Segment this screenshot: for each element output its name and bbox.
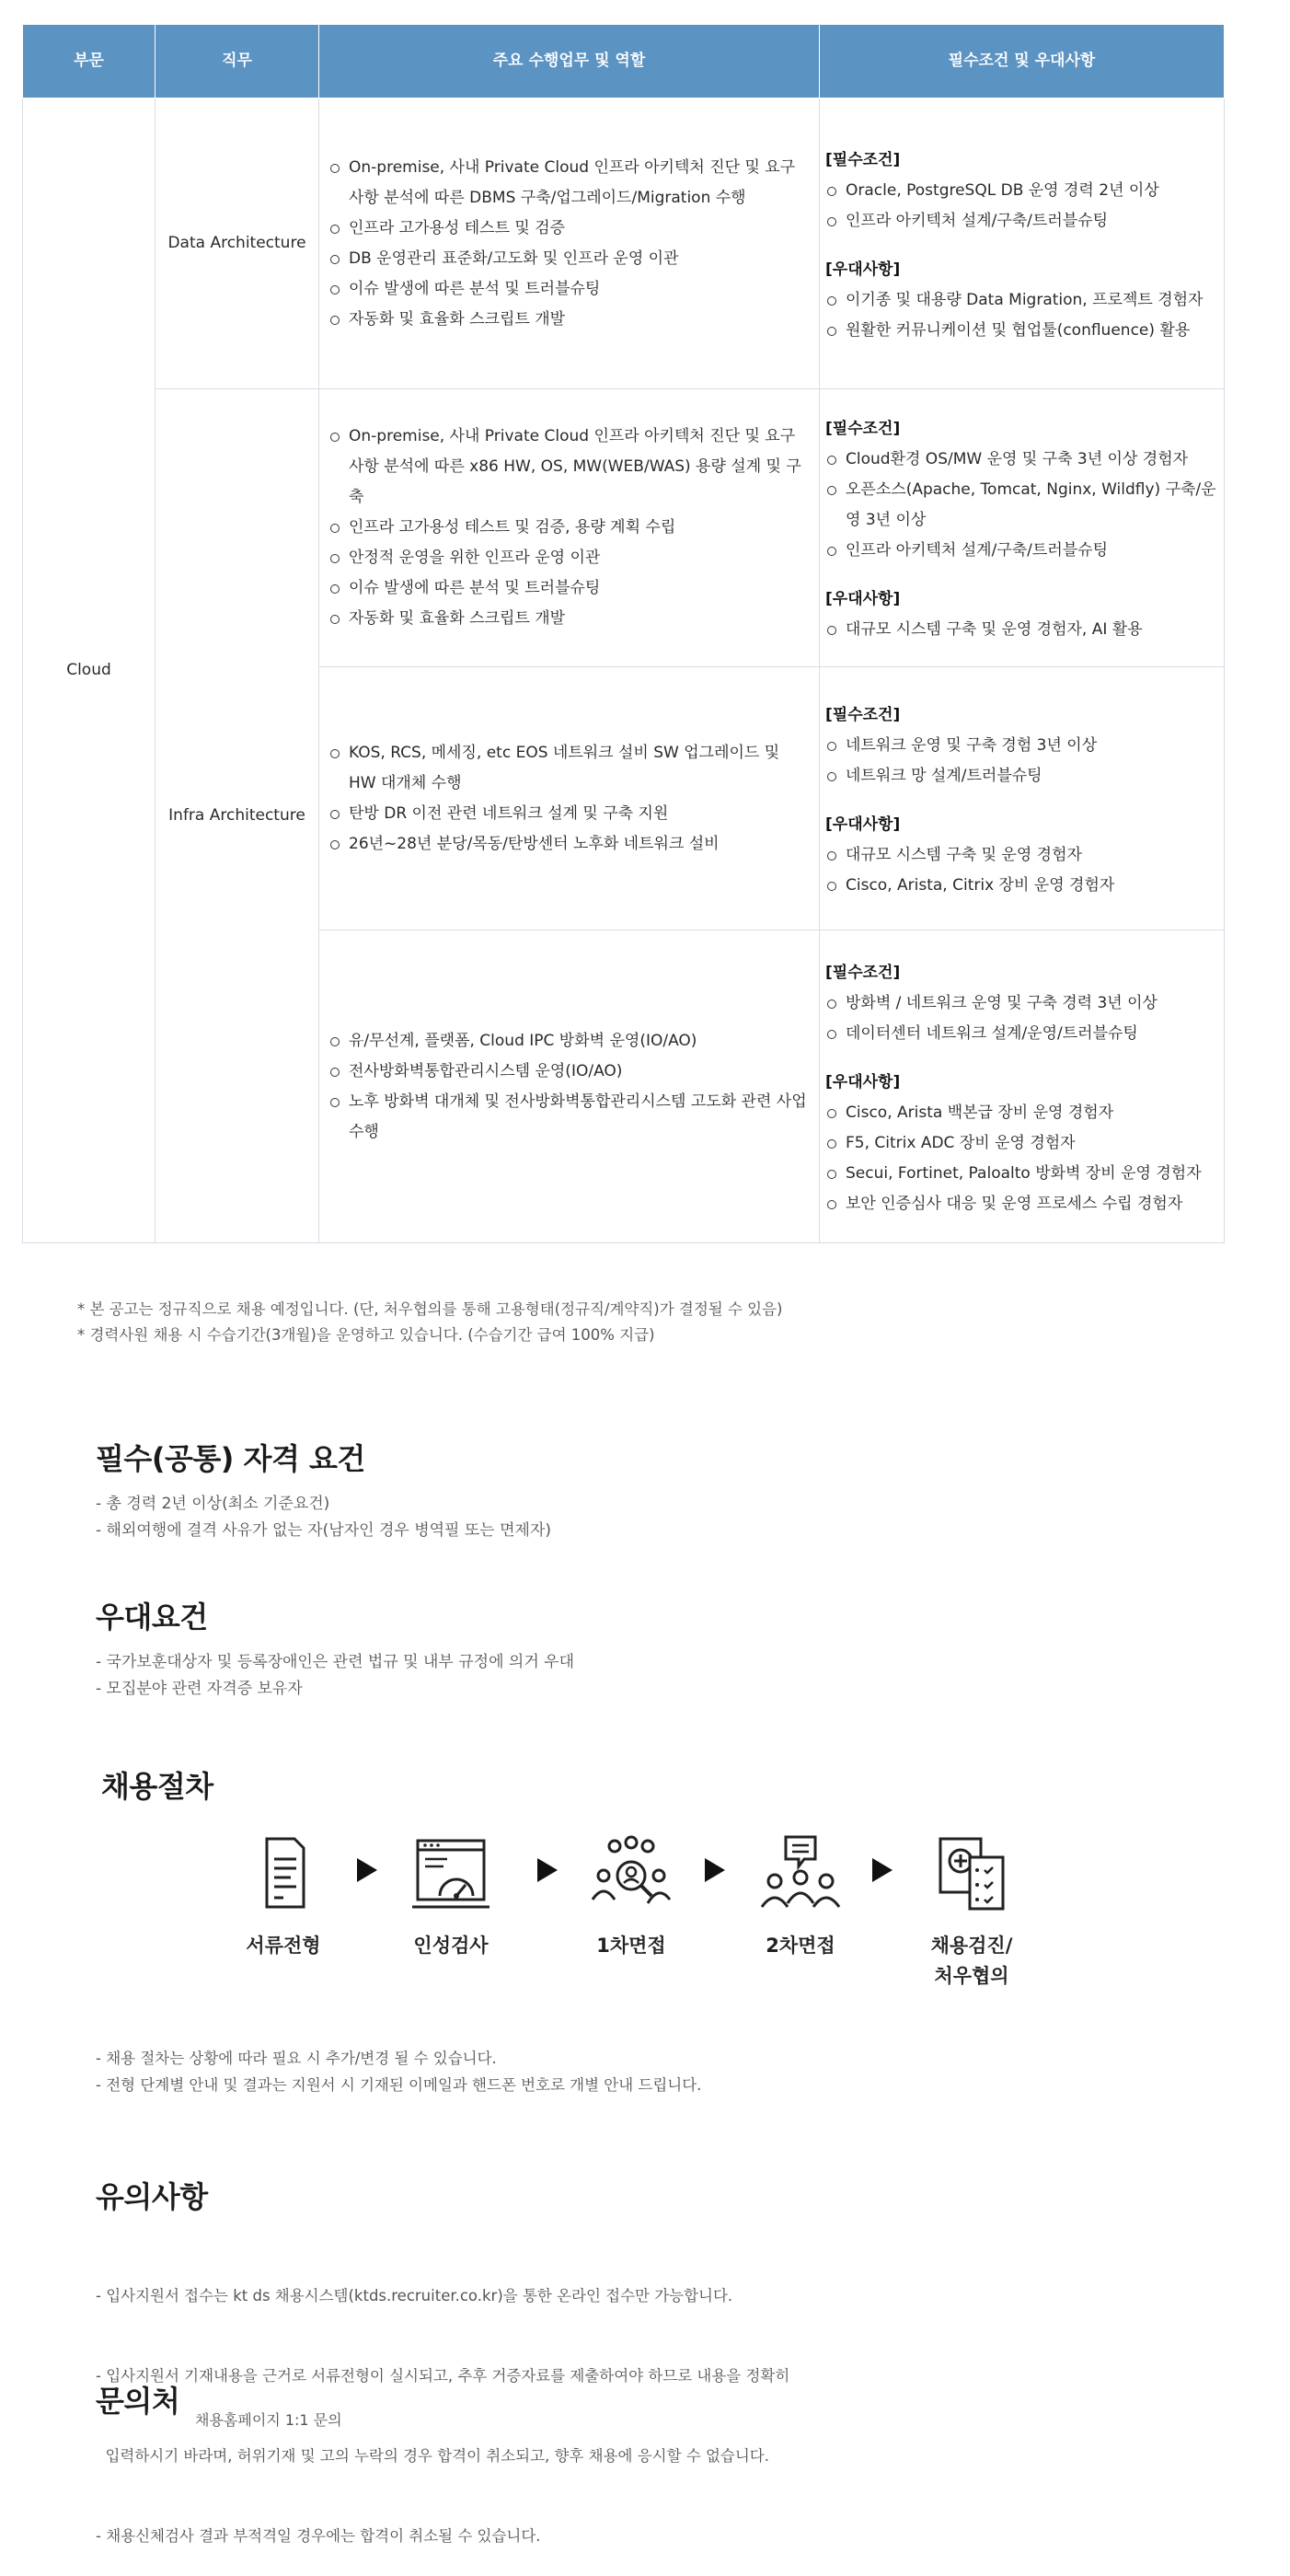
header-department: 부문	[23, 25, 155, 98]
step-label: 2차면접	[766, 1935, 835, 1957]
process-step-medical-check	[898, 1830, 1045, 1992]
step-label: 1차면접	[596, 1935, 666, 1957]
job-table	[22, 24, 1225, 1243]
duty-item: 26년~28년 분당/목동/탄방센터 노후화 네트워크 설비	[328, 829, 808, 860]
table-header-row	[23, 25, 1225, 98]
duty-item: 안정적 운영을 위한 인프라 운영 이관	[328, 543, 808, 573]
process-step-document-review	[210, 1830, 357, 1961]
required-item: 방화벽 / 네트워크 운영 및 구축 경력 3년 이상	[825, 988, 1220, 1019]
required-item: 데이터센터 네트워크 설계/운영/트러블슈팅	[825, 1019, 1220, 1049]
duty-item: 유/무선계, 플랫폼, Cloud IPC 방화벽 운영(IO/AO)	[328, 1026, 808, 1057]
process-title: 채용절차	[101, 1769, 213, 1804]
preferred-item: 원활한 커뮤니케이션 및 협업툴(confluence) 활용	[825, 316, 1220, 346]
preference-line: - 국가보훈대상자 및 등록장애인은 관련 법규 및 내부 규정에 의거 우대	[96, 1653, 574, 1671]
duty-item: 노후 방화벽 대개체 및 전사방화벽통합관리시스템 고도화 관련 사업 수행	[328, 1087, 808, 1148]
qualifications-list	[96, 1491, 551, 1544]
required-item: Cloud환경 OS/MW 운영 및 구축 3년 이상 경험자	[825, 445, 1220, 475]
gauge-screen-icon	[407, 1830, 495, 1918]
preferred-item: F5, Citrix ADC 장비 운영 경험자	[825, 1128, 1220, 1159]
caution-line: 입력하시기 바라며, 허위기재 및 고의 누락의 경우 합격이 취소되고, 향후 채용에 응시할 수 없습니다.	[96, 2447, 769, 2465]
step-label: 서류전형	[246, 1935, 321, 1957]
role-cell: Data Architecture	[155, 98, 319, 389]
header-requirements: 필수조건 및 우대사항	[820, 25, 1225, 98]
note-line: * 본 공고는 정규직으로 채용 예정입니다. (단, 처우협의를 통해 고용형태(정규직/계약직)가 결정될 수 있음)	[77, 1300, 783, 1318]
step-label: 채용검진/ 처우협의	[930, 1935, 1013, 1987]
duties-cell	[319, 930, 820, 1243]
role-cell: Infra Architecture	[155, 389, 319, 1243]
duties-cell	[319, 389, 820, 667]
preferred-heading: [우대사항]	[825, 814, 901, 834]
discussion-group-icon	[756, 1830, 845, 1918]
process-note-line: - 전형 단계별 안내 및 결과는 지원서 시 기재된 이메일과 핸드폰 번호로 개별 안내 드립니다.	[96, 2076, 702, 2094]
preferences-title: 우대요건	[96, 1600, 208, 1635]
required-item: 오픈소스(Apache, Tomcat, Nginx, Wildfly) 구축/운영 3년 이상	[825, 475, 1220, 536]
required-heading: [필수조건]	[825, 705, 901, 724]
header-role: 직무	[155, 25, 319, 98]
duty-item: On-premise, 사내 Private Cloud 인프라 아키텍처 진단 및 요구사항 분석에 따른 x86 HW, OS, MW(WEB/WAS) 용량 설계 및 구축	[328, 422, 808, 513]
process-step-first-interview	[558, 1830, 705, 1961]
preferred-item: 보안 인증심사 대응 및 운영 프로세스 수립 경험자	[825, 1189, 1220, 1219]
contact-title: 문의처	[96, 2384, 180, 2419]
duty-item: 자동화 및 효율화 스크립트 개발	[328, 604, 808, 634]
department-cell: Cloud	[23, 98, 155, 1243]
preferred-item: 대규모 시스템 구축 및 운영 경험자	[825, 840, 1220, 871]
play-arrow-icon	[536, 1856, 559, 1884]
duty-item: 인프라 고가용성 테스트 및 검증, 용량 계획 수립	[328, 513, 808, 543]
required-heading: [필수조건]	[825, 420, 901, 438]
requirements-cell	[820, 389, 1225, 667]
caution-line: - 채용신체검사 결과 부적격일 경우에는 합격이 취소될 수 있습니다.	[96, 2527, 541, 2545]
duties-cell	[319, 98, 820, 389]
preferred-heading: [우대사항]	[825, 590, 901, 608]
qualifications-title: 필수(공통) 자격 요건	[96, 1441, 365, 1476]
duty-item: 전사방화벽통합관리시스템 운영(IO/AO)	[328, 1057, 808, 1087]
duty-item: 이슈 발생에 따른 분석 및 트러블슈팅	[328, 274, 808, 305]
duty-item: On-premise, 사내 Private Cloud 인프라 아키텍처 진단 및 요구사항 분석에 따른 DBMS 구축/업그레이드/Migration 수행	[328, 153, 808, 214]
required-item: 인프라 아키텍처 설계/구축/트러블슈팅	[825, 536, 1220, 566]
required-item: 네트워크 운영 및 구축 경험 3년 이상	[825, 731, 1220, 761]
process-note-line: - 채용 절차는 상황에 따라 필요 시 추가/변경 될 수 있습니다.	[96, 2050, 497, 2067]
duty-item: DB 운영관리 표준화/고도화 및 인프라 운영 이관	[328, 244, 808, 274]
caution-line: - 입사지원서 기재내용을 근거로 서류전형이 실시되고, 추후 거증자료를 제출하여야 하므로 내용을 정확히	[96, 2367, 790, 2385]
preferred-heading: [우대사항]	[825, 1072, 901, 1092]
interview-group-icon	[587, 1830, 675, 1918]
play-arrow-icon	[703, 1856, 727, 1884]
play-arrow-icon	[355, 1856, 379, 1884]
requirements-cell	[820, 930, 1225, 1243]
preferred-item: 이기종 및 대용량 Data Migration, 프로젝트 경험자	[825, 285, 1220, 316]
qualification-line: - 해외여행에 결격 사유가 없는 자(남자인 경우 병역필 또는 면제자)	[96, 1521, 552, 1540]
employment-notes	[77, 1297, 783, 1348]
step-label: 인성검사	[413, 1935, 489, 1957]
qualification-line: - 총 경력 2년 이상(최소 기준요건)	[96, 1495, 330, 1513]
contact-channel: 채용홈페이지 1:1 문의	[195, 2411, 342, 2429]
play-arrow-icon	[870, 1856, 894, 1884]
preferred-heading: [우대사항]	[825, 260, 901, 279]
cautions-title: 유의사항	[96, 2179, 208, 2214]
required-heading: [필수조건]	[825, 150, 901, 169]
header-duties: 주요 수행업무 및 역할	[319, 25, 820, 98]
process-notes	[96, 2045, 701, 2098]
preferred-item: 대규모 시스템 구축 및 운영 경험자, AI 활용	[825, 615, 1220, 645]
document-icon	[239, 1830, 328, 1918]
preferred-item: Cisco, Arista, Citrix 장비 운영 경험자	[825, 871, 1220, 901]
table-row	[23, 389, 1225, 667]
preferences-list	[96, 1649, 574, 1703]
required-heading: [필수조건]	[825, 963, 901, 982]
cautions-list	[96, 2229, 789, 2576]
duty-item: 탄방 DR 이전 관련 네트워크 설계 및 구축 지원	[328, 799, 808, 829]
process-step-second-interview	[727, 1830, 874, 1961]
required-item: Oracle, PostgreSQL DB 운영 경력 2년 이상	[825, 176, 1220, 206]
duty-item: 인프라 고가용성 테스트 및 검증	[328, 214, 808, 244]
table-row	[23, 98, 1225, 389]
requirements-cell	[820, 98, 1225, 389]
process-step-personality-test	[377, 1830, 524, 1961]
duty-item: 이슈 발생에 따른 분석 및 트러블슈팅	[328, 573, 808, 604]
duty-item: KOS, RCS, 메세징, etc EOS 네트워크 설비 SW 업그레이드 및 HW 대개체 수행	[328, 738, 808, 799]
preferred-item: Secui, Fortinet, Paloalto 방화벽 장비 운영 경험자	[825, 1159, 1220, 1189]
requirements-cell	[820, 667, 1225, 930]
required-item: 네트워크 망 설계/트러블슈팅	[825, 761, 1220, 791]
note-line: * 경력사원 채용 시 수습기간(3개월)을 운영하고 있습니다. (수습기간 급여 100% 지급)	[77, 1326, 655, 1344]
required-item: 인프라 아키텍처 설계/구축/트러블슈팅	[825, 206, 1220, 237]
preferred-item: Cisco, Arista 백본급 장비 운영 경험자	[825, 1098, 1220, 1128]
preference-line: - 모집분야 관련 자격증 보유자	[96, 1680, 303, 1698]
duty-item: 자동화 및 효율화 스크립트 개발	[328, 305, 808, 335]
duties-cell	[319, 667, 820, 930]
caution-line: - 입사지원서 접수는 kt ds 채용시스템(ktds.recruiter.co.kr)을 통한 온라인 접수만 가능합니다.	[96, 2287, 733, 2305]
medical-checkup-icon	[927, 1830, 1016, 1918]
